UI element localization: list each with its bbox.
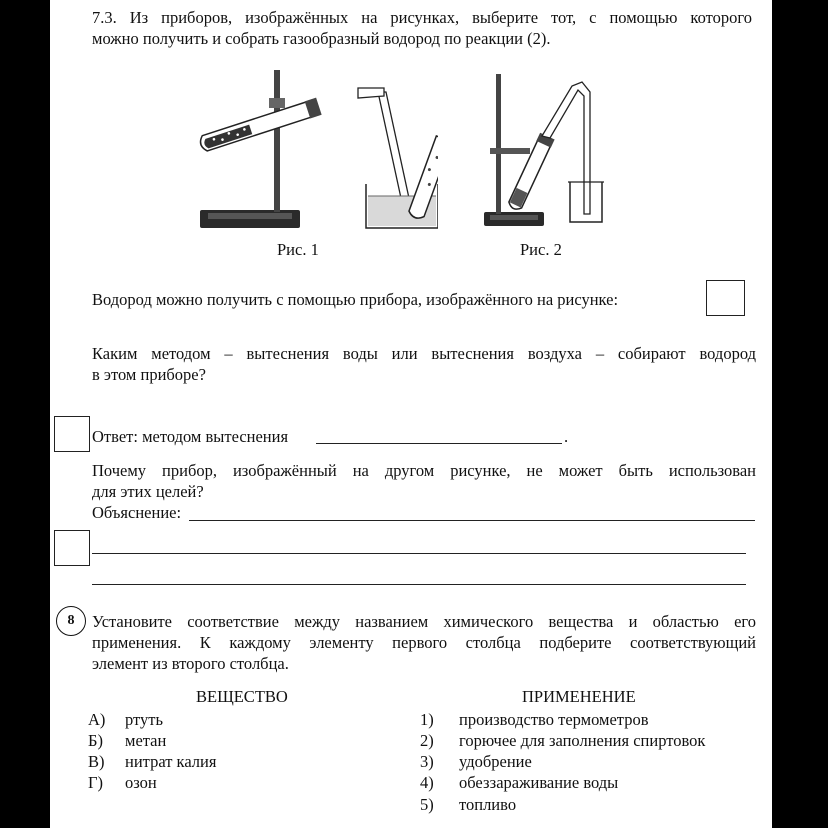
task-8-text-line-1: Установите соответствие между названием химического вещества и областью его	[92, 612, 756, 631]
application-key: 1)	[420, 710, 434, 729]
task-8-number-badge: 8	[56, 606, 86, 636]
answer-method-blank[interactable]	[316, 443, 562, 444]
task-8-text-line-3: элемент из второго столбца.	[92, 654, 289, 673]
explanation-line-1[interactable]	[189, 520, 755, 521]
substance-name: ртуть	[125, 710, 164, 729]
substance-key: Б)	[88, 731, 103, 750]
question-why-line-2: для этих целей?	[92, 482, 204, 501]
explanation-line-3[interactable]	[92, 584, 746, 585]
figure-1-caption: Рис. 1	[277, 240, 319, 259]
substance-name: нитрат калия	[125, 752, 217, 771]
application-key: 2)	[420, 731, 434, 750]
answer-method-prefix: Ответ: методом вытеснения	[92, 427, 289, 446]
column-header-substance: ВЕЩЕСТВО	[196, 687, 288, 706]
substance-key: В)	[88, 752, 105, 771]
substance-name: озон	[125, 773, 157, 792]
question-why-line-1: Почему прибор, изображённый на другом рисунке, не может быть использован	[92, 461, 756, 480]
application-name: удобрение	[459, 752, 532, 771]
task-8-text-line-2: применения. К каждому элементу первого столбца подберите соответствующий	[92, 633, 756, 652]
question-device-text: Водород можно получить с помощью прибора, изображённого на рисунке:	[92, 290, 619, 309]
figure-2-apparatus	[478, 70, 618, 230]
application-name: производство термометров	[459, 710, 649, 729]
answer-box-figure-number[interactable]	[706, 280, 745, 316]
application-name: горючее для заполнения спиртовок	[459, 731, 706, 750]
figure-1-apparatus	[198, 62, 438, 234]
substance-key: Г)	[88, 773, 104, 792]
substance-key: А)	[88, 710, 106, 729]
figure-2-caption: Рис. 2	[520, 240, 562, 259]
application-key: 4)	[420, 773, 434, 792]
answer-method-period: .	[564, 427, 569, 446]
application-name: топливо	[459, 795, 517, 814]
task-7-3-text-line-2: можно получить и собрать газообразный водород по реакции (2).	[92, 29, 551, 48]
application-key: 5)	[420, 795, 434, 814]
explanation-line-2[interactable]	[92, 553, 746, 554]
question-method-line-2: в этом приборе?	[92, 365, 206, 384]
application-key: 3)	[420, 752, 434, 771]
question-method-line-1: Каким методом – вытеснения воды или вытеснения воздуха – собирают водород	[92, 344, 756, 363]
column-header-application: ПРИМЕНЕНИЕ	[522, 687, 636, 706]
score-box-explanation[interactable]	[54, 530, 90, 566]
substance-name: метан	[125, 731, 167, 750]
application-name: обеззараживание воды	[459, 773, 619, 792]
task-7-3-text-line-1: 7.3. Из приборов, изображённых на рисунках, выберите тот, с помощью которого	[92, 8, 752, 27]
worksheet-page	[50, 0, 772, 828]
score-box-method[interactable]	[54, 416, 90, 452]
explanation-label: Объяснение:	[92, 503, 182, 522]
